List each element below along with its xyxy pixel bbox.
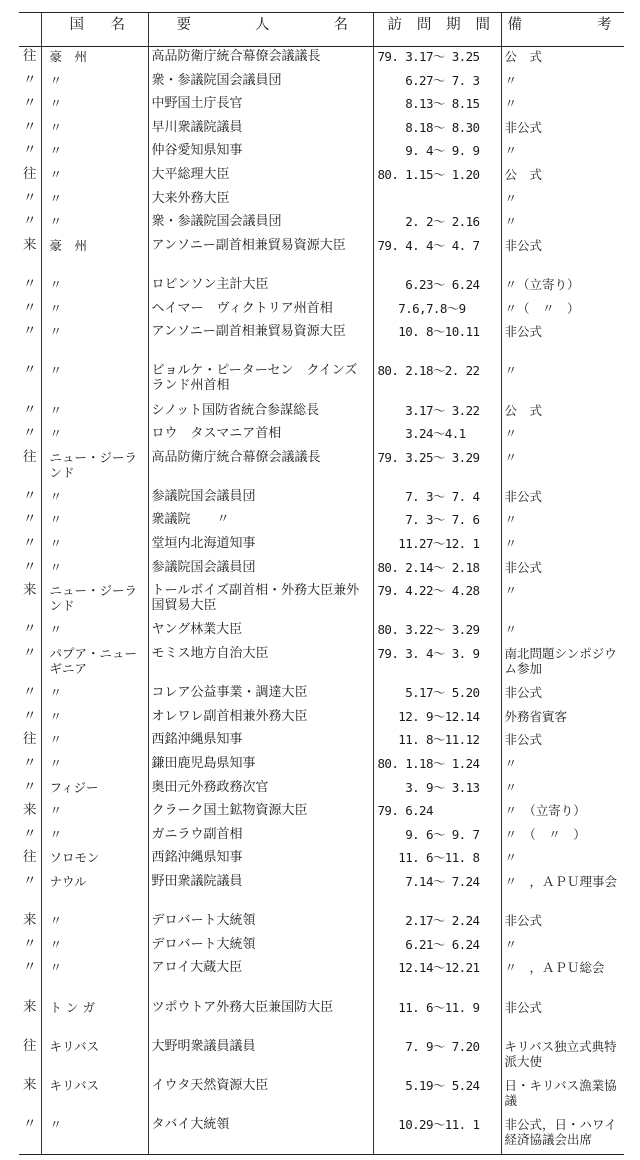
table-row <box>19 534 624 558</box>
row-direction: 往 <box>23 165 37 182</box>
row-period: 79. 6.24 <box>373 801 501 825</box>
row-country: パプア・ニューギニア <box>41 644 148 683</box>
row-period: 9. 6～ 9. 7 <box>373 825 501 849</box>
table-row <box>19 189 624 213</box>
row-country: 〃 <box>41 534 148 558</box>
table-row <box>19 236 624 275</box>
row-direction: 〃 <box>23 707 37 724</box>
row-direction: 〃 <box>19 1115 41 1155</box>
row-period: 6.23～ 6.24 <box>373 275 501 299</box>
row-country: ナウル <box>41 872 148 911</box>
row-direction: 〃 <box>23 299 37 316</box>
row-note: 〃 （ 〃 ） <box>501 825 624 849</box>
row-direction: 来 <box>23 802 37 819</box>
row-name: 仲谷愛知県知事 <box>148 141 373 165</box>
row-note: 〃 ，ＡＰＵ総会 <box>501 958 624 997</box>
header-country <box>41 13 148 47</box>
row-name: 衆・参議院国会議員団 <box>148 212 373 236</box>
row-note: 〃 <box>501 534 624 558</box>
row-period: 5.19～ 5.24 <box>373 1076 501 1115</box>
row-direction: 〃 <box>23 323 37 340</box>
table-row <box>19 620 624 644</box>
row-country: フィジー <box>41 778 148 802</box>
row-note: 〃 <box>501 778 624 802</box>
row-name: ガニラウ副首相 <box>148 825 373 849</box>
table-row <box>19 935 624 959</box>
row-country: 〃 <box>41 487 148 511</box>
row-direction: 〃 <box>23 872 37 889</box>
row-country: 〃 <box>41 71 148 95</box>
row-direction: 〃 <box>23 362 37 379</box>
row-direction: 〃 <box>23 535 37 552</box>
row-direction: 〃 <box>23 755 37 771</box>
table-row <box>19 1115 624 1155</box>
row-country: 〃 <box>41 141 148 165</box>
row-direction: 〃 <box>23 621 37 638</box>
row-direction: 〃 <box>23 684 37 701</box>
row-note: 〃 <box>501 754 624 778</box>
table-row <box>19 275 624 299</box>
row-note: 〃 （立寄り） <box>501 801 624 825</box>
row-period: 6.27～ 7. 3 <box>373 71 501 95</box>
row-name: オレワレ副首相兼外務大臣 <box>148 707 373 731</box>
row-note: 〃 <box>501 620 624 644</box>
row-country: 〃 <box>41 322 148 361</box>
table-row <box>19 448 624 487</box>
row-name: 衆・参議院国会議員団 <box>148 71 373 95</box>
row-name: 西銘沖縄県知事 <box>148 848 373 872</box>
row-name: ビョルケ・ピーターセン クインズランド州首相 <box>148 361 373 400</box>
row-direction: 〃 <box>23 825 37 842</box>
table-row <box>19 998 624 1037</box>
row-name: 衆議院 〃 <box>148 510 373 534</box>
table-row <box>19 911 624 935</box>
table-row <box>19 118 624 142</box>
row-direction: 〃 <box>23 511 37 528</box>
row-direction: 〃 <box>23 275 37 292</box>
row-period: 3.17～ 3.22 <box>373 401 501 425</box>
row-period: 10. 8～10.11 <box>373 322 501 361</box>
header-country-label: 国名 <box>69 17 126 33</box>
row-direction: 来 <box>23 236 37 253</box>
row-note: 〃 <box>501 361 624 400</box>
row-note: 外務省賓客 <box>501 707 624 731</box>
row-period: 79. 4. 4～ 4. 7 <box>373 236 501 275</box>
row-period: 12.14～12.21 <box>373 958 501 997</box>
table-row <box>19 487 624 511</box>
header-direction <box>19 13 41 47</box>
row-name: 鎌田鹿児島県知事 <box>148 754 373 778</box>
row-name: 参議院国会議員団 <box>148 558 373 582</box>
row-name: コレア公益事業・調達大臣 <box>148 683 373 707</box>
row-country: 〃 <box>41 401 148 425</box>
row-note: 非公式，日・ハワイ経済協議会出席 <box>501 1115 624 1155</box>
row-period: 5.17～ 5.20 <box>373 683 501 707</box>
row-period: 11. 6～11. 9 <box>373 998 501 1037</box>
row-period: 11. 6～11. 8 <box>373 848 501 872</box>
header-period-label: 訪問期間 <box>387 17 491 33</box>
row-name: トールボイズ副首相・外務大臣兼外国貿易大臣 <box>148 581 373 620</box>
table-row <box>19 581 624 620</box>
row-period: 7. 3～ 7. 6 <box>373 510 501 534</box>
row-note: 〃 ，ＡＰＵ理事会 <box>501 872 624 911</box>
row-note: 非公式 <box>501 998 624 1037</box>
row-direction: 〃 <box>23 425 37 442</box>
row-name: 西銘沖縄県知事 <box>148 730 373 754</box>
row-direction: 往 <box>23 1037 37 1054</box>
row-country: 〃 <box>41 958 148 997</box>
row-note: 〃 <box>501 510 624 534</box>
row-direction: 〃 <box>23 959 37 976</box>
row-country: 〃 <box>41 275 148 299</box>
row-name: アンソニー副首相兼貿易資源大臣 <box>148 322 373 361</box>
row-country: ニュー・ジーランド <box>41 448 148 487</box>
row-name: 大来外務大臣 <box>148 189 373 213</box>
row-name: 野田衆議院議員 <box>148 872 373 911</box>
row-name: タバイ大統領 <box>148 1115 373 1155</box>
row-name: ロウ タスマニア首相 <box>148 424 373 448</box>
table-row <box>19 778 624 802</box>
row-period: 80. 1.18～ 1.24 <box>373 754 501 778</box>
row-country: キリバス <box>41 1076 148 1115</box>
row-direction: 〃 <box>23 487 37 504</box>
row-period: 3.24～4.1 <box>373 424 501 448</box>
row-direction: 〃 <box>23 935 37 952</box>
row-direction: 来 <box>23 1076 37 1093</box>
table-row <box>19 322 624 361</box>
row-direction: 来 <box>23 582 37 599</box>
row-country: 〃 <box>41 165 148 189</box>
row-name: デロバート大統領 <box>148 911 373 935</box>
row-note: 〃 <box>501 94 624 118</box>
row-period: 8.13～ 8.15 <box>373 94 501 118</box>
row-country: 〃 <box>41 754 148 778</box>
row-direction: 来 <box>23 998 37 1015</box>
row-name: ロビンソン主計大臣 <box>148 275 373 299</box>
row-direction: 往 <box>23 48 37 64</box>
row-note: 非公式 <box>501 558 624 582</box>
row-direction: 〃 <box>23 118 37 135</box>
row-note: 〃（ 〃 ） <box>501 299 624 323</box>
row-note: 非公式 <box>501 730 624 754</box>
table-row <box>19 683 624 707</box>
row-direction: 往 <box>23 849 37 866</box>
row-period: 7.6,7.8～9 <box>373 299 501 323</box>
table-row <box>19 71 624 95</box>
row-note: 〃 <box>501 189 624 213</box>
row-period: 79. 3.25～ 3.29 <box>373 448 501 487</box>
row-period: 7. 9～ 7.20 <box>373 1037 501 1076</box>
row-note: 〃 <box>501 141 624 165</box>
row-note: 公 式 <box>501 165 624 189</box>
row-country: 〃 <box>41 118 148 142</box>
row-country: ニュー・ジーランド <box>41 581 148 620</box>
table-row <box>19 141 624 165</box>
header-note <box>501 13 624 47</box>
row-period: 10.29～11. 1 <box>373 1115 501 1155</box>
row-period: 8.18～ 8.30 <box>373 118 501 142</box>
table-row <box>19 165 624 189</box>
table-header <box>19 13 624 47</box>
row-note: 非公式 <box>501 118 624 142</box>
row-direction: 〃 <box>23 213 37 230</box>
row-name: ツポウトア外務大臣兼国防大臣 <box>148 998 373 1037</box>
row-name: 大野明衆議員議員 <box>148 1037 373 1076</box>
row-country: 豪 州 <box>41 236 148 275</box>
row-name: 大平総理大臣 <box>148 165 373 189</box>
row-note: 〃 <box>501 848 624 872</box>
row-country: 〃 <box>41 361 148 400</box>
row-country: 〃 <box>41 510 148 534</box>
table-row <box>19 47 624 71</box>
row-country: ト ン ガ <box>41 998 148 1037</box>
row-period: 80. 2.18～2. 22 <box>373 361 501 400</box>
row-name: イウタ天然資源大臣 <box>148 1076 373 1115</box>
table-row <box>19 1076 624 1115</box>
row-country: 〃 <box>41 94 148 118</box>
table-row <box>19 424 624 448</box>
row-name: 高品防衛庁統合幕僚会議議長 <box>148 448 373 487</box>
row-direction: 〃 <box>23 558 37 575</box>
row-period: 80. 3.22～ 3.29 <box>373 620 501 644</box>
row-note: 非公式 <box>501 236 624 275</box>
row-country: 〃 <box>41 935 148 959</box>
row-country: 〃 <box>41 683 148 707</box>
row-country: 〃 <box>41 911 148 935</box>
row-name: 早川衆議院議員 <box>148 118 373 142</box>
row-note: 非公式 <box>501 322 624 361</box>
row-period: 2. 2～ 2.16 <box>373 212 501 236</box>
row-period <box>373 189 501 213</box>
row-direction: 往 <box>23 731 37 748</box>
row-name: デロバート大統領 <box>148 935 373 959</box>
table-row <box>19 730 624 754</box>
row-direction: 往 <box>23 448 37 465</box>
row-note: キリバス独立式典特派大使 <box>501 1037 624 1076</box>
row-country: 〃 <box>41 801 148 825</box>
row-note: 公 式 <box>501 47 624 71</box>
row-note: 非公式 <box>501 911 624 935</box>
row-name: ヤング林業大臣 <box>148 620 373 644</box>
row-period: 7.14～ 7.24 <box>373 872 501 911</box>
row-note: 〃 <box>501 424 624 448</box>
table-row <box>19 958 624 997</box>
table-body <box>19 47 624 1155</box>
row-direction: 〃 <box>23 778 37 795</box>
row-note: 〃 <box>501 448 624 487</box>
row-country: 〃 <box>41 825 148 849</box>
row-period: 11.27～12. 1 <box>373 534 501 558</box>
row-note: 日・キリバス漁業協議 <box>501 1076 624 1115</box>
table-row <box>19 644 624 683</box>
table-row <box>19 94 624 118</box>
table-row <box>19 754 624 778</box>
row-country: 豪 州 <box>41 47 148 71</box>
row-name: 中野国土庁長官 <box>148 94 373 118</box>
table-row <box>19 510 624 534</box>
row-country: ソロモン <box>41 848 148 872</box>
row-direction: 〃 <box>23 71 37 88</box>
table-row <box>19 848 624 872</box>
row-period: 11. 8～11.12 <box>373 730 501 754</box>
header-note-label: 備考 <box>507 17 612 33</box>
row-period: 12. 9～12.14 <box>373 707 501 731</box>
row-period: 2.17～ 2.24 <box>373 911 501 935</box>
row-country: 〃 <box>41 620 148 644</box>
table-row <box>19 825 624 849</box>
table-row <box>19 401 624 425</box>
row-period: 3. 9～ 3.13 <box>373 778 501 802</box>
row-note: 公 式 <box>501 401 624 425</box>
row-note: 非公式 <box>501 487 624 511</box>
row-name: モミス地方自治大臣 <box>148 644 373 683</box>
row-name: 堂垣内北海道知事 <box>148 534 373 558</box>
row-period: 79. 4.22～ 4.28 <box>373 581 501 620</box>
row-country: 〃 <box>41 1115 148 1155</box>
table-row <box>19 558 624 582</box>
row-country: 〃 <box>41 558 148 582</box>
row-note: 非公式 <box>501 683 624 707</box>
table-row <box>19 707 624 731</box>
row-name: 高品防衛庁統合幕僚会議議長 <box>148 47 373 71</box>
table-row <box>19 212 624 236</box>
row-note: 〃（立寄り） <box>501 275 624 299</box>
row-country: キリバス <box>41 1037 148 1076</box>
row-period: 80. 2.14～ 2.18 <box>373 558 501 582</box>
table-row <box>19 801 624 825</box>
row-note: 〃 <box>501 935 624 959</box>
row-direction: 〃 <box>23 401 37 418</box>
row-country: 〃 <box>41 730 148 754</box>
row-name: 参議院国会議員団 <box>148 487 373 511</box>
header-name <box>148 13 373 47</box>
row-name: アロイ大蔵大臣 <box>148 958 373 997</box>
row-direction: 〃 <box>23 142 37 159</box>
header-name-label: 要人名 <box>176 17 349 33</box>
row-note: 〃 <box>501 212 624 236</box>
row-period: 6.21～ 6.24 <box>373 935 501 959</box>
table-row <box>19 299 624 323</box>
row-note: 〃 <box>501 71 624 95</box>
row-note: 〃 <box>501 581 624 620</box>
row-country: 〃 <box>41 212 148 236</box>
row-period: 79. 3.17～ 3.25 <box>373 47 501 71</box>
table-row <box>19 1037 624 1076</box>
row-direction: 〃 <box>23 189 37 206</box>
row-country: 〃 <box>41 424 148 448</box>
row-period: 80. 1.15～ 1.20 <box>373 165 501 189</box>
row-name: シノット国防省統合参謀総長 <box>148 401 373 425</box>
row-name: 奥田元外務政務次官 <box>148 778 373 802</box>
row-note: 南北問題シンポジウム参加 <box>501 644 624 683</box>
row-country: 〃 <box>41 707 148 731</box>
table-row <box>19 872 624 911</box>
row-country: 〃 <box>41 299 148 323</box>
header-period <box>373 13 501 47</box>
row-name: クラーク国土鉱物資源大臣 <box>148 801 373 825</box>
table-row <box>19 361 624 400</box>
row-direction: 〃 <box>23 95 37 112</box>
row-direction: 来 <box>23 912 37 929</box>
row-name: アンソニー副首相兼貿易資源大臣 <box>148 236 373 275</box>
row-name: ヘイマー ヴィクトリア州首相 <box>148 299 373 323</box>
visits-table <box>19 12 624 1155</box>
row-period: 79. 3. 4～ 3. 9 <box>373 644 501 683</box>
row-period: 7. 3～ 7. 4 <box>373 487 501 511</box>
row-period: 9. 4～ 9. 9 <box>373 141 501 165</box>
row-direction: 〃 <box>23 645 37 662</box>
row-country: 〃 <box>41 189 148 213</box>
